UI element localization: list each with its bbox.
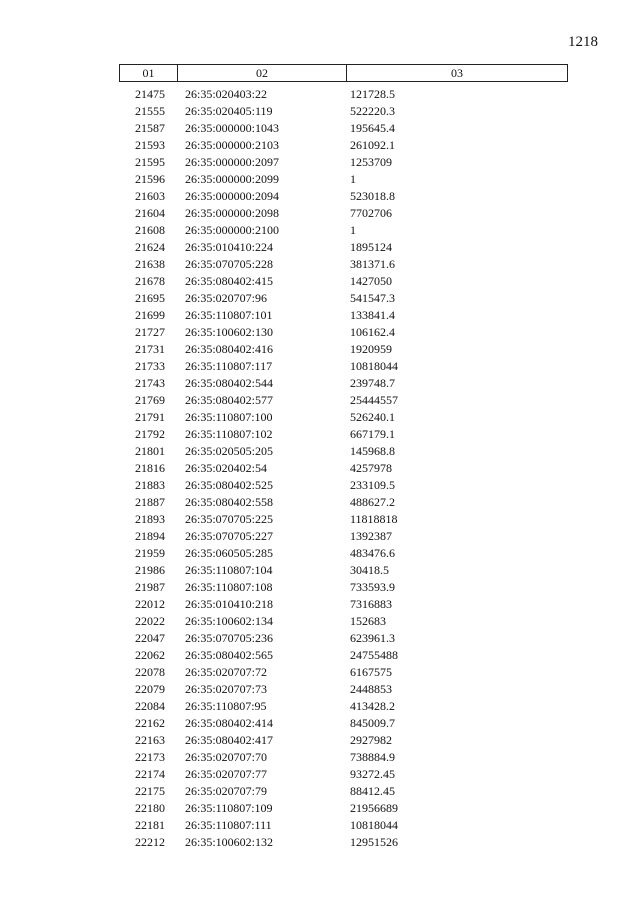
table-cell-02: 26:35:110807:102 [185, 427, 273, 441]
table-row [119, 596, 568, 613]
table-cell-02: 26:35:020707:70 [185, 750, 268, 764]
table-cell-01: 21587 [135, 121, 165, 135]
table-cell-01: 21604 [135, 206, 165, 220]
table-row [119, 562, 568, 579]
table-row [119, 290, 568, 307]
table-cell-01: 22181 [135, 818, 165, 832]
table-cell-03: 733593.9 [350, 580, 395, 594]
table-cell-03: 10818044 [350, 818, 398, 832]
table-cell-02: 26:35:020707:79 [185, 784, 268, 798]
table-row [119, 392, 568, 409]
table-cell-03: 1253709 [350, 155, 392, 169]
table-cell-02: 26:35:110807:95 [185, 699, 267, 713]
table-cell-02: 26:35:070705:225 [185, 512, 274, 526]
table-cell-03: 93272.45 [350, 767, 395, 781]
table-cell-03: 845009.7 [350, 716, 395, 730]
table-cell-01: 22212 [135, 835, 165, 849]
table-cell-02: 26:35:100602:132 [185, 835, 274, 849]
table-cell-03: 152683 [350, 614, 386, 628]
table-cell-03: 522220.3 [350, 104, 395, 118]
table-row [119, 834, 568, 851]
table-header [119, 64, 568, 82]
table-cell-02: 26:35:080402:577 [185, 393, 274, 407]
table-cell-02: 26:35:080402:558 [185, 495, 274, 509]
table-cell-01: 21959 [135, 546, 165, 560]
table-row [119, 630, 568, 647]
table-row [119, 154, 568, 171]
table-cell-03: 6167575 [350, 665, 392, 679]
table-row [119, 188, 568, 205]
table-cell-03: 541547.3 [350, 291, 395, 305]
table-cell-03: 121728.5 [350, 87, 395, 101]
table-cell-02: 26:35:070705:236 [185, 631, 274, 645]
table-cell-03: 2927982 [350, 733, 392, 747]
table-cell-01: 22022 [135, 614, 165, 628]
table-cell-02: 26:35:110807:109 [185, 801, 273, 815]
table-cell-01: 22047 [135, 631, 165, 645]
table-row [119, 749, 568, 766]
table-row [119, 307, 568, 324]
table-cell-01: 21638 [135, 257, 165, 271]
table-row [119, 664, 568, 681]
table-row [119, 443, 568, 460]
table-cell-02: 26:35:070705:227 [185, 529, 274, 543]
table-cell-03: 381371.6 [350, 257, 395, 271]
table-cell-02: 26:35:110807:117 [185, 359, 273, 373]
table-cell-02: 26:35:010410:218 [185, 597, 274, 611]
table-cell-03: 261092.1 [350, 138, 395, 152]
table-row [119, 528, 568, 545]
table-cell-01: 21733 [135, 359, 165, 373]
table-row [119, 86, 568, 103]
table-cell-02: 26:35:080402:525 [185, 478, 274, 492]
table-cell-01: 21743 [135, 376, 165, 390]
table-cell-01: 21987 [135, 580, 165, 594]
table-cell-02: 26:35:020707:72 [185, 665, 268, 679]
table-cell-02: 26:35:000000:2099 [185, 172, 280, 186]
table-cell-01: 21699 [135, 308, 165, 322]
table-cell-01: 22174 [135, 767, 165, 781]
table-cell-01: 21792 [135, 427, 165, 441]
table-cell-01: 21727 [135, 325, 165, 339]
table-cell-02: 26:35:020505:205 [185, 444, 274, 458]
table-row [119, 494, 568, 511]
table-row [119, 681, 568, 698]
table-cell-03: 488627.2 [350, 495, 395, 509]
table-cell-02: 26:35:000000:2097 [185, 155, 280, 169]
table-cell-03: 88412.45 [350, 784, 395, 798]
table-cell-01: 21603 [135, 189, 165, 203]
table-cell-01: 21593 [135, 138, 165, 152]
table-cell-01: 22012 [135, 597, 165, 611]
table-cell-01: 21555 [135, 104, 165, 118]
table-cell-02: 26:35:000000:1043 [185, 121, 280, 135]
table-cell-01: 22162 [135, 716, 165, 730]
table-cell-03: 523018.8 [350, 189, 395, 203]
table-row [119, 579, 568, 596]
table-row [119, 256, 568, 273]
table-cell-03: 667179.1 [350, 427, 395, 441]
table-cell-01: 21894 [135, 529, 165, 543]
table-cell-03: 24755488 [350, 648, 398, 662]
table-cell-01: 21475 [135, 87, 165, 101]
table-row [119, 817, 568, 834]
table-cell-03: 133841.4 [350, 308, 395, 322]
table-cell-01: 21801 [135, 444, 165, 458]
table-cell-02: 26:35:020707:77 [185, 767, 268, 781]
table-row [119, 120, 568, 137]
table-row [119, 426, 568, 443]
table-cell-02: 26:35:020707:96 [185, 291, 268, 305]
table-cell-02: 26:35:100602:134 [185, 614, 274, 628]
table-row [119, 783, 568, 800]
column-header-03: 03 [451, 66, 463, 80]
table-cell-01: 22163 [135, 733, 165, 747]
table-cell-02: 26:35:110807:111 [185, 818, 272, 832]
table-row [119, 358, 568, 375]
table-row [119, 460, 568, 477]
column-header-02: 02 [178, 65, 347, 81]
table-cell-03: 233109.5 [350, 478, 395, 492]
table-cell-02: 26:35:020707:73 [185, 682, 268, 696]
table-cell-02: 26:35:000000:2098 [185, 206, 280, 220]
table-cell-02: 26:35:100602:130 [185, 325, 274, 339]
table-cell-03: 1 [350, 172, 356, 186]
table-cell-02: 26:35:080402:565 [185, 648, 274, 662]
table-cell-02: 26:35:020403:22 [185, 87, 268, 101]
table-cell-01: 21608 [135, 223, 165, 237]
table-cell-02: 26:35:000000:2100 [185, 223, 280, 237]
table-cell-02: 26:35:110807:100 [185, 410, 273, 424]
table-cell-03: 1427050 [350, 274, 392, 288]
table-cell-01: 21678 [135, 274, 165, 288]
table-cell-01: 22062 [135, 648, 165, 662]
table-row [119, 511, 568, 528]
table-cell-02: 26:35:110807:108 [185, 580, 273, 594]
table-cell-01: 21893 [135, 512, 165, 526]
table-row [119, 171, 568, 188]
table-cell-03: 12951526 [350, 835, 398, 849]
table-cell-03: 4257978 [350, 461, 392, 475]
table-cell-03: 145968.8 [350, 444, 395, 458]
table-cell-03: 106162.4 [350, 325, 395, 339]
table-cell-02: 26:35:000000:2103 [185, 138, 280, 152]
table-row [119, 273, 568, 290]
table-cell-02: 26:35:020405:119 [185, 104, 273, 118]
table-cell-03: 30418.5 [350, 563, 389, 577]
table-cell-03: 526240.1 [350, 410, 395, 424]
table-cell-01: 21883 [135, 478, 165, 492]
table-cell-01: 22180 [135, 801, 165, 815]
table-row [119, 409, 568, 426]
table-cell-01: 21624 [135, 240, 165, 254]
table-cell-02: 26:35:110807:101 [185, 308, 273, 322]
table-cell-02: 26:35:080402:417 [185, 733, 274, 747]
table-cell-03: 7702706 [350, 206, 392, 220]
table-cell-01: 21887 [135, 495, 165, 509]
table-row [119, 341, 568, 358]
table-cell-03: 11818818 [350, 512, 398, 526]
table-cell-01: 21731 [135, 342, 165, 356]
page-number: 1218 [568, 34, 598, 50]
table-row [119, 477, 568, 494]
table-cell-01: 22175 [135, 784, 165, 798]
table-cell-02: 26:35:010410:224 [185, 240, 274, 254]
table-cell-01: 21816 [135, 461, 165, 475]
table-cell-03: 1 [350, 223, 356, 237]
table-row [119, 239, 568, 256]
table-cell-02: 26:35:060505:285 [185, 546, 274, 560]
table-row [119, 647, 568, 664]
table-row [119, 324, 568, 341]
table-row [119, 375, 568, 392]
table-cell-03: 623961.3 [350, 631, 395, 645]
table-cell-03: 7316883 [350, 597, 392, 611]
table-row [119, 222, 568, 239]
table-cell-03: 483476.6 [350, 546, 395, 560]
table-cell-02: 26:35:080402:416 [185, 342, 274, 356]
table-cell-03: 1392387 [350, 529, 392, 543]
table-row [119, 800, 568, 817]
table-cell-01: 21595 [135, 155, 165, 169]
table-cell-03: 21956689 [350, 801, 398, 815]
table-row [119, 732, 568, 749]
table-row [119, 698, 568, 715]
table-cell-02: 26:35:070705:228 [185, 257, 274, 271]
table-cell-02: 26:35:080402:415 [185, 274, 274, 288]
table-cell-03: 25444557 [350, 393, 398, 407]
table-cell-02: 26:35:080402:414 [185, 716, 274, 730]
column-header-01: 01 [120, 65, 178, 81]
table-cell-03: 10818044 [350, 359, 398, 373]
table-cell-02: 26:35:000000:2094 [185, 189, 280, 203]
table-cell-01: 22173 [135, 750, 165, 764]
table-cell-03: 2448853 [350, 682, 392, 696]
table-cell-01: 21986 [135, 563, 165, 577]
table-row [119, 613, 568, 630]
table-row [119, 205, 568, 222]
table-row [119, 766, 568, 783]
table-cell-02: 26:35:110807:104 [185, 563, 273, 577]
table-cell-01: 21791 [135, 410, 165, 424]
table-cell-01: 21596 [135, 172, 165, 186]
table-row [119, 715, 568, 732]
table-cell-01: 22084 [135, 699, 165, 713]
table-cell-02: 26:35:080402:544 [185, 376, 274, 390]
table-cell-03: 738884.9 [350, 750, 395, 764]
table-cell-03: 195645.4 [350, 121, 395, 135]
table-cell-03: 1920959 [350, 342, 392, 356]
table-cell-01: 22078 [135, 665, 165, 679]
table-cell-01: 21769 [135, 393, 165, 407]
table-row [119, 103, 568, 120]
table-cell-03: 239748.7 [350, 376, 395, 390]
table-cell-02: 26:35:020402:54 [185, 461, 268, 475]
table-cell-01: 22079 [135, 682, 165, 696]
table-cell-01: 21695 [135, 291, 165, 305]
table-cell-03: 1895124 [350, 240, 392, 254]
table-row [119, 137, 568, 154]
table-body [119, 86, 568, 851]
table-row [119, 545, 568, 562]
table-cell-03: 413428.2 [350, 699, 395, 713]
